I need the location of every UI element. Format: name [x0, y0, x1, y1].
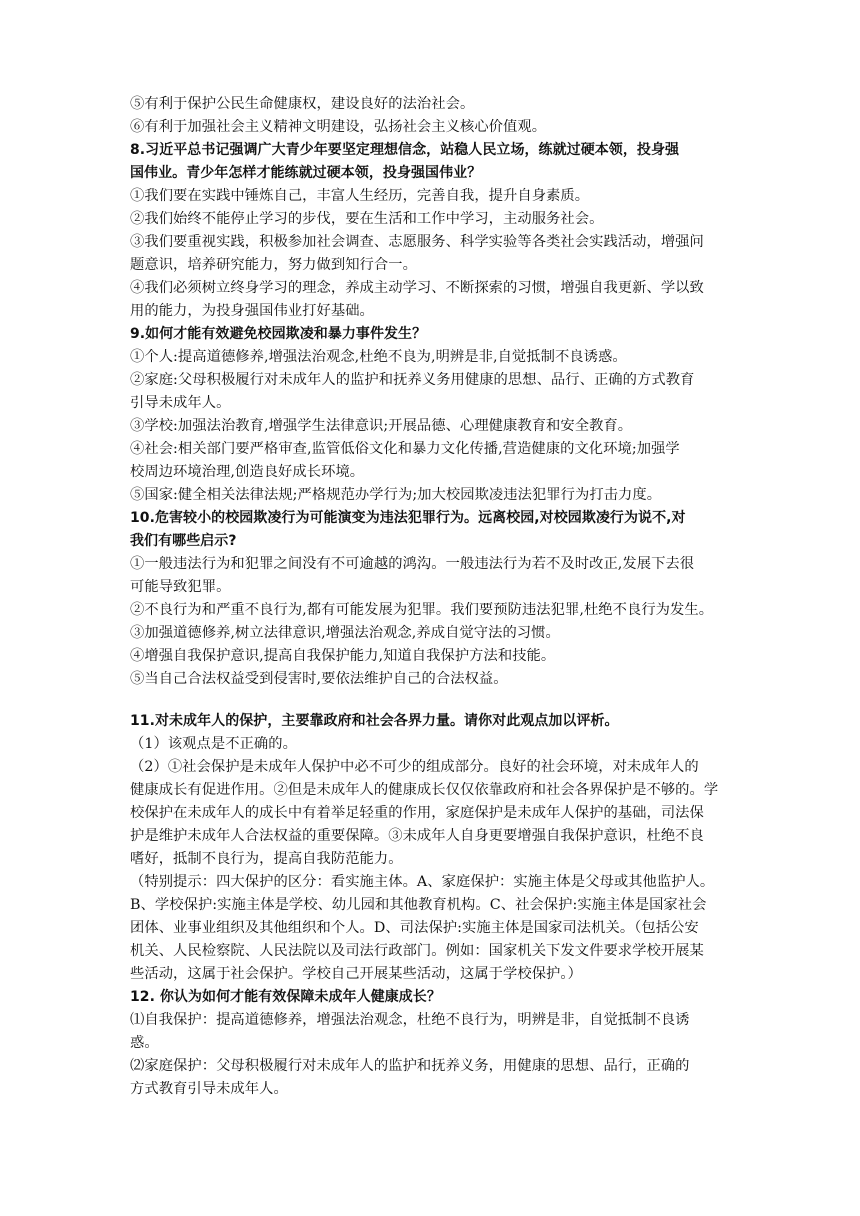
- text-line: ④我们必须树立终身学习的理念，养成主动学习、不断探索的习惯，增强自我更新、学以致: [130, 280, 704, 296]
- text-line: ②我们始终不能停止学习的步伐，要在生活和工作中学习，主动服务社会。: [130, 211, 604, 227]
- text-line: ②不良行为和严重不良行为,都有可能发展为犯罪。我们要预防违法犯罪,杜绝不良行为发生。: [130, 602, 714, 618]
- text-line: 团体、业事业组织及其他组织和个人。D、司法保护:实施主体是国家司法机关。（包括公安: [130, 920, 699, 936]
- text-line: ①个人:提高道德修养,增强法治观念,杜绝不良为,明辨是非,自觉抵制不良诱惑。: [130, 349, 627, 365]
- text-line: ①我们要在实践中锤炼自己，丰富人生经历，完善自我，提升自身素质。: [130, 188, 590, 204]
- text-line: 方式教育引导未成年人。: [130, 1081, 288, 1097]
- text-line: ⑥有利于加强社会主义精神文明建设，弘扬社会主义核心价值观。: [130, 119, 547, 135]
- text-line: ④社会:相关部门要严格审查,监管低俗文化和暴力文化传播,营造健康的文化环境;加强学: [130, 441, 680, 457]
- text-line: ③学校:加强法治教育,增强学生法律意识;开展品德、心理健康教育和安全教育。: [130, 418, 633, 434]
- text-line: ④增强自我保护意识,提高自我保护能力,知道自我保护方法和技能。: [130, 648, 556, 664]
- question-heading: 11.对未成年人的保护，主要靠政府和社会各界力量。请你对此观点加以评析。: [130, 713, 619, 729]
- text-line: 惑。: [130, 1035, 159, 1051]
- question-heading: 10.危害较小的校园欺凌行为可能演变为违法犯罪行为。远离校园,对校园欺凌行为说不,对: [130, 510, 686, 526]
- text-line: 校周边环境治理,创造良好成长环境。: [130, 464, 365, 480]
- question-heading: 9.如何才能有效避免校园欺凌和暴力事件发生？: [130, 326, 427, 342]
- text-line: 健康成长有促进作用。②但是未成年人的健康成长仅仅依靠政府和社会各界保护是不够的。学: [130, 782, 719, 798]
- text-line: 校保护在未成年人的成长中有着举足轻重的作用，家庭保护是未成年人保护的基础，司法保: [130, 805, 704, 821]
- text-line: ③我们要重视实践，积极参加社会调查、志愿服务、科学实验等各类社会实践活动，增强问: [130, 234, 704, 250]
- text-line: ⑴自我保护：提高道德修养，增强法治观念，杜绝不良行为，明辨是非，自觉抵制不良诱: [130, 1012, 690, 1028]
- question-heading: 12. 你认为如何才能有效保障未成年人健康成长？: [130, 989, 441, 1005]
- text-line: 些活动，这属于社会保护。学校自己开展某些活动，这属于学校保护。）: [130, 966, 582, 982]
- text-line: ⑤有利于保护公民生命健康权，建设良好的法治社会。: [130, 96, 475, 112]
- text-line: ⑤国家:健全相关法律法规;严格规范办学行为;加大校园欺凌违法犯罪行为打击力度。: [130, 487, 662, 503]
- question-heading: 国伟业。青少年怎样才能练就过硬本领，投身强国伟业？: [130, 165, 482, 181]
- text-line: B、学校保护:实施主体是学校、幼儿园和其他教育机构。C、社会保护:实施主体是国家社会: [130, 897, 707, 913]
- question-heading: 我们有哪些启示?: [130, 533, 237, 549]
- text-line: ②家庭:父母积极履行对未成年人的监护和抚养义务用健康的思想、品行、正确的方式教育: [130, 372, 695, 388]
- text-line: 可能导致犯罪。: [130, 579, 231, 595]
- text-line: 嗜好，抵制不良行为，提高自我防范能力。: [130, 851, 403, 867]
- text-line: （特别提示：四大保护的区分：看实施主体。A、家庭保护：实施主体是父母或其他监护人。: [130, 874, 715, 890]
- text-line: （1）该观点是不正确的。: [130, 736, 297, 752]
- text-line: 引导未成年人。: [130, 395, 231, 411]
- text-line: ③加强道德修养,树立法律意识,增强法治观念,养成自觉守法的习惯。: [130, 625, 560, 641]
- question-heading: 8.习近平总书记强调广大青少年要坚定理想信念，站稳人民立场，练就过硬本领，投身强: [130, 142, 680, 158]
- text-line: 机关、人民检察院、人民法院以及司法行政部门。例如：国家机关下发文件要求学校开展某: [130, 943, 704, 959]
- text-line: 护是维护未成年人合法权益的重要保障。③未成年人自身更要增强自我保护意识，杜绝不良: [130, 828, 704, 844]
- text-line: 用的能力，为投身强国伟业打好基础。: [130, 303, 374, 319]
- text-line: （2）①社会保护是未成年人保护中必不可少的组成部分。良好的社会环境，对未成年人的: [130, 759, 699, 775]
- text-line: ⑵家庭保护：父母积极履行对未成年人的监护和抚养义务，用健康的思想、品行，正确的: [130, 1058, 690, 1074]
- text-line: ①一般违法行为和犯罪之间没有不可逾越的鸿沟。一般违法行为若不及时改正,发展下去很: [130, 556, 695, 572]
- text-line: ⑤当自己合法权益受到侵害时,要依法维护自己的合法权益。: [130, 671, 508, 687]
- text-line: 题意识，培养研究能力，努力做到知行合一。: [130, 257, 417, 273]
